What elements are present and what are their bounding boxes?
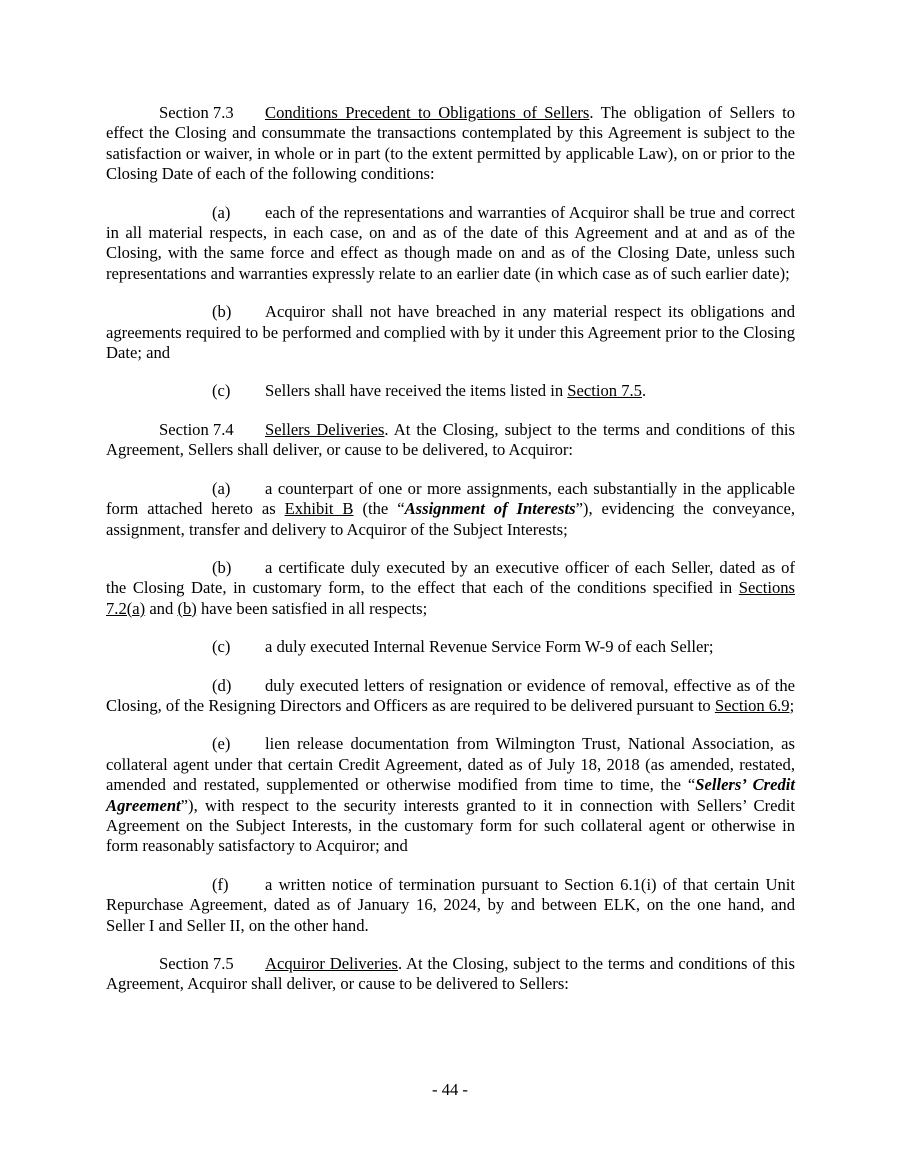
section-label: Section 7.4 bbox=[159, 419, 234, 439]
section-text: . The obligation of Sellers to effect the Closing and consummate the transactions contemplated by this Agreement is subject to the satisfaction or waiver, in whole or in part (to the extent permitted by applicable Law), on or prior to the Closing Date of each of the following conditions: bbox=[106, 103, 795, 184]
clause-7-3-b bbox=[106, 302, 795, 363]
clause-label: (e) bbox=[212, 734, 231, 754]
clause-text: Sellers shall have received the items listed in bbox=[265, 381, 568, 401]
cross-reference-link[interactable]: Section 7.5 bbox=[567, 381, 642, 401]
clause-7-4-f bbox=[106, 875, 795, 936]
clause-label: (b) bbox=[212, 557, 232, 577]
section-label: Section 7.3 bbox=[159, 103, 234, 122]
clause-label: (c) bbox=[212, 637, 231, 657]
clause-7-4-c bbox=[106, 637, 795, 657]
clause-text: a duly executed Internal Revenue Service Form W-9 of each Seller; bbox=[265, 637, 714, 657]
document-body bbox=[106, 103, 795, 1013]
section-label: Section 7.5 bbox=[159, 954, 234, 973]
page-number: - 44 - bbox=[432, 1080, 468, 1099]
clause-text: Acquiror shall not have breached in any material respect its obligations and agreements required to be performed and complied with by it under this Agreement prior to the Closing Date; and bbox=[106, 302, 795, 363]
section-7-4 bbox=[106, 420, 795, 461]
section-heading: Conditions Precedent to Obligations of Sellers bbox=[265, 103, 590, 122]
cross-reference-link[interactable]: Exhibit B bbox=[284, 499, 354, 519]
cross-reference-link[interactable]: Section 6.9 bbox=[714, 695, 790, 715]
clause-7-4-b: (b) a certificate duly executed by an executive officer of each Seller, dated as of the Closing Date, in customary form, to the effect that each of the conditions specified in Sections 7.2(a) and (b) have been satisfied in all respects; bbox=[106, 557, 795, 618]
clause-7-3-a bbox=[106, 203, 795, 285]
clause-7-4-d: (d) duly executed letters of resignation or evidence of removal, effective as of the Closing, of the Resigning Directors and Officers as are required to be delivered pursuant to Section 6.9; bbox=[106, 675, 795, 715]
clause-7-4-a: (a) a counterpart of one or more assignments, each substantially in the applicable form attached hereto as Exhibit B (the “Assignment of Interests”), evidencing the conveyance, assignment, transfer and delivery to Acquiror of the Subject Interests; bbox=[106, 478, 795, 539]
clause-label: (a) bbox=[212, 202, 231, 222]
section-7-5 bbox=[106, 954, 795, 995]
section-text: . At the Closing, subject to the terms and conditions of this Agreement, Acquiror shall deliver, or cause to be delivered to Sellers: bbox=[106, 954, 795, 994]
cross-reference-link[interactable]: Sections 7.2(a) bbox=[106, 578, 795, 618]
clause-7-3-c: (c) Sellers shall have received the items listed in Section 7.5. bbox=[212, 381, 647, 401]
section-7-3 bbox=[106, 103, 795, 185]
clause-7-4-e: (e) lien release documentation from Wilmington Trust, National Association, as collateral agent under that certain Credit Agreement, dated as of July 18, 2018 (as amended, restated, amended and restated, supplemented or otherwise modified from time to time, the “Sellers’ Credit Agreement”), with respect to the security interests granted to it in connection with Sellers’ Credit Agreement on the Subject Interests, in the customary form for such collateral agent or otherwise in form reasonably satisfactory to Acquiror; and bbox=[106, 734, 795, 856]
cross-reference-link[interactable]: (b) bbox=[177, 598, 197, 618]
clause-label: (a) bbox=[212, 478, 231, 498]
clause-label: (c) bbox=[212, 381, 231, 401]
section-text: . At the Closing, subject to the terms and conditions of this Agreement, Sellers shall deliver, or cause to be delivered, to Acquiror: bbox=[106, 419, 795, 460]
defined-term: Sellers’ Credit Agreement bbox=[106, 775, 795, 815]
section-heading: Acquiror Deliveries bbox=[265, 954, 398, 973]
clause-label: (b) bbox=[212, 302, 232, 322]
clause-text: a written notice of termination pursuant to Section 6.1(i) of that certain Unit Repurchase Agreement, dated as of January 16, 2024, by and between ELK, on the one hand, and Seller I and Seller II, on the other hand. bbox=[106, 874, 795, 935]
defined-term: Assignment of Interests bbox=[404, 499, 576, 519]
clause-label: (d) bbox=[212, 675, 232, 695]
clause-text: each of the representations and warranties of Acquiror shall be true and correct in all material respects, in each case, on and as of the date of this Agreement and at and as of the Closing, with the same force and effect as though made on and as of the Closing Date, unless such representations and warranties expressly relate to an earlier date (in which case as of such earlier date); bbox=[106, 202, 795, 283]
clause-label: (f) bbox=[212, 874, 229, 894]
section-heading: Sellers Deliveries bbox=[265, 419, 385, 439]
